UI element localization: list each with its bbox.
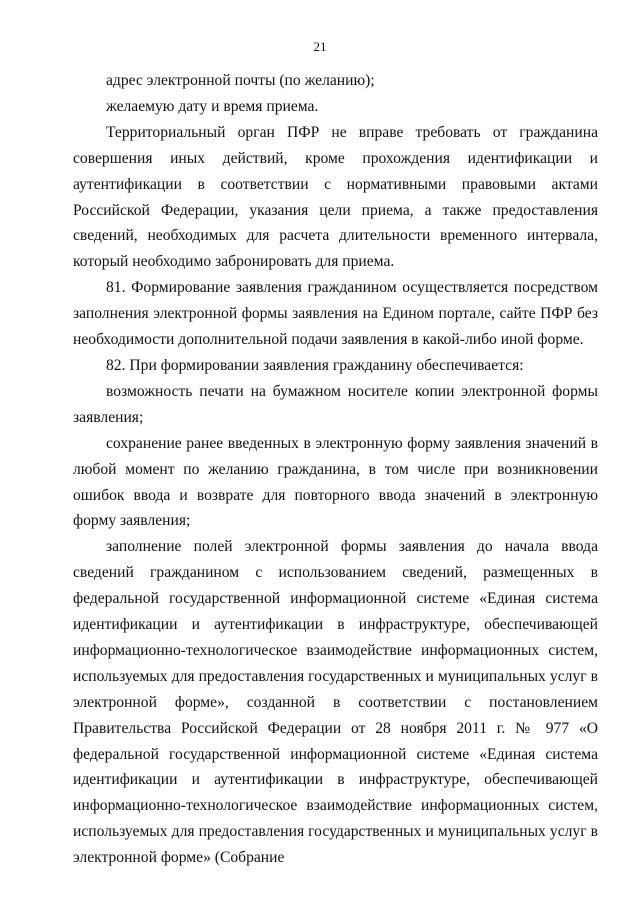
paragraph-saving: сохранение ранее введенных в электронную форму заявления значений в любой момент по желанию гражданина, в том числе при возникновении ошибок ввода и возврате для повторного ввода значений в электронную форму заявления; <box>73 434 598 530</box>
paragraph-81: 81. Формирование заявления гражданином осуществляется посредством заполнения электронной формы заявления на Едином портале, сайте ПФР без необходимости дополнительной подачи заявления в какой-либо иной форме. <box>73 279 598 349</box>
document-body <box>73 68 598 871</box>
paragraph-date-time: желаемую дату и время приема. <box>106 97 319 115</box>
page-number: 21 <box>313 39 327 54</box>
paragraph-territorial-body: Территориальный орган ПФР не вправе требовать от гражданина совершения иных действий, кроме прохождения идентификации и аутентификации в соответствии с нормативными правовыми актами Российской Федерации, указания цели приема, а также предоставления сведений, необходимых для расчета длительности временного интервала, который необходимо забронировать для приема. <box>73 123 598 271</box>
paragraph-filling-fields: заполнение полей электронной формы заявления до начала ввода сведений гражданином с использованием сведений, размещенных в федеральной государственной информационной системе «Единая система идентификации и аутентификации в инфраструктуре, обеспечивающей информационно-технологическое взаимодействие информационных систем, используемых для предоставления государственных и муниципальных услуг в электронной форме», созданной в соответствии с постановлением Правительства Российской Федерации от 28 ноября 2011 г. № 977 «О федеральной государственной информационной системе «Единая система идентификации и аутентификации в инфраструктуре, обеспечивающей информационно-технологическое взаимодействие информационных систем, используемых для предоставления государственных и муниципальных услуг в электронной форме» (Собрание <box>73 538 598 867</box>
paragraph-email: адрес электронной почты (по желанию); <box>106 72 375 89</box>
paragraph-printing: возможность печати на бумажном носителе копии электронной формы заявления; <box>73 382 598 426</box>
paragraph-82: 82. При формировании заявления гражданину обеспечивается: <box>106 356 524 374</box>
